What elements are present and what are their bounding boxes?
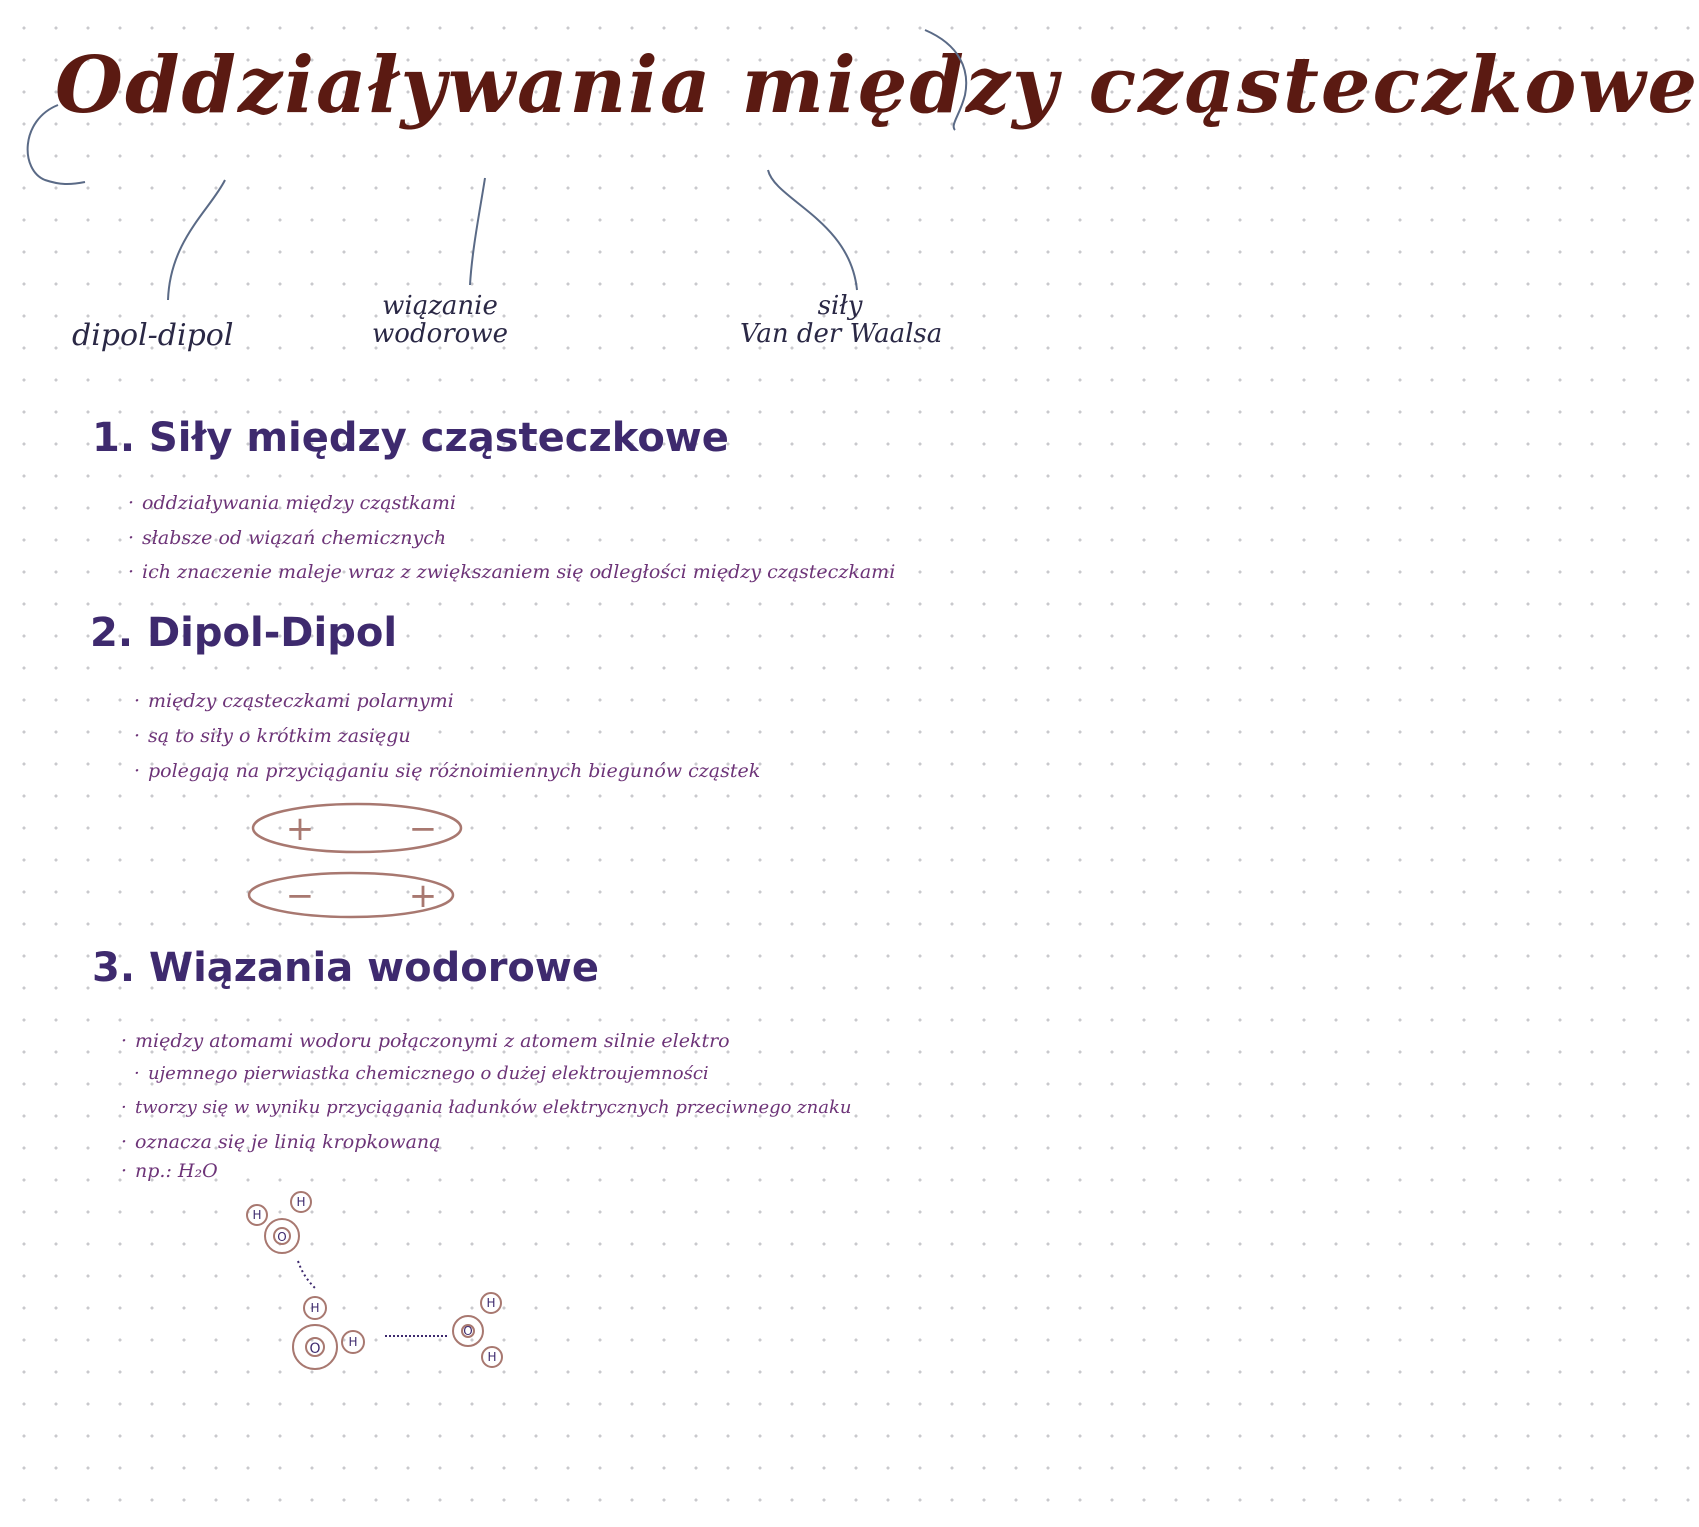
svg-text:O: O	[309, 1341, 321, 1357]
svg-text:H: H	[348, 1335, 358, 1349]
section-3-bullet: · np.: H₂O	[135, 1160, 218, 1182]
category-sily-van-der-waalsa	[740, 291, 943, 349]
connector-dipol	[168, 180, 225, 300]
section-1-bullet: · słabsze od wiązań chemicznych	[142, 527, 446, 549]
category-wiazanie-wodorowe	[355, 292, 525, 348]
dipole-sign: −	[408, 809, 438, 849]
dipole-sign: +	[285, 809, 315, 849]
category-label-2: Van der Waalsa	[740, 319, 943, 349]
category-label-2: wodorowe	[372, 319, 508, 349]
section-3-bullet: · tworzy się w wyniku przyciągania ładunków elektrycznych przeciwnego znaku	[135, 1097, 852, 1118]
section-1-bullet: · ich znaczenie maleje wraz z zwiększaniem się odległości między cząsteczkami	[142, 561, 895, 583]
dipole-sign: +	[408, 876, 438, 916]
connector-wodorowe	[470, 178, 485, 285]
category-label: wiązanie	[382, 291, 498, 321]
svg-text:H: H	[487, 1350, 497, 1364]
section-2-heading: 2. Dipol-Dipol	[90, 610, 398, 656]
svg-text:H: H	[252, 1208, 262, 1222]
svg-text:H: H	[310, 1301, 320, 1315]
category-label: siły	[817, 291, 863, 321]
section-2-bullet: · polegają na przyciąganiu się różnoimiennych biegunów cząstek	[148, 760, 760, 782]
hydrogen-bond-line	[298, 1261, 315, 1288]
dipole-diagram	[245, 800, 475, 925]
section-1-heading: 1. Siły między cząsteczkowe	[92, 415, 729, 461]
svg-text:O: O	[463, 1324, 473, 1338]
svg-text:H: H	[296, 1195, 306, 1209]
svg-text:H: H	[486, 1296, 496, 1310]
section-3-bullet-continued: · ujemnego pierwiastka chemicznego o dużej elektroujemności	[148, 1063, 709, 1084]
section-3-heading: 3. Wiązania wodorowe	[92, 945, 599, 991]
section-2-bullet: · są to siły o krótkim zasięgu	[148, 725, 411, 747]
section-3-bullet: · między atomami wodoru połączonymi z atomem silnie elektro	[135, 1030, 730, 1052]
page-title: Oddziaływania między cząsteczkowe	[55, 40, 1699, 131]
dipole-sign: −	[285, 876, 315, 916]
hydrogen-bond-diagram	[230, 1185, 530, 1385]
section-2-bullet: · między cząsteczkami polarnymi	[148, 690, 454, 712]
category-dipol-dipol	[72, 318, 233, 353]
category-label: dipol-dipol	[72, 318, 234, 353]
section-3-bullet: · oznacza się je linią kropkowaną	[135, 1131, 440, 1153]
svg-text:O: O	[277, 1230, 287, 1244]
section-1-bullet: · oddziaływania między cząstkami	[142, 492, 456, 514]
connector-vdw	[768, 170, 857, 290]
